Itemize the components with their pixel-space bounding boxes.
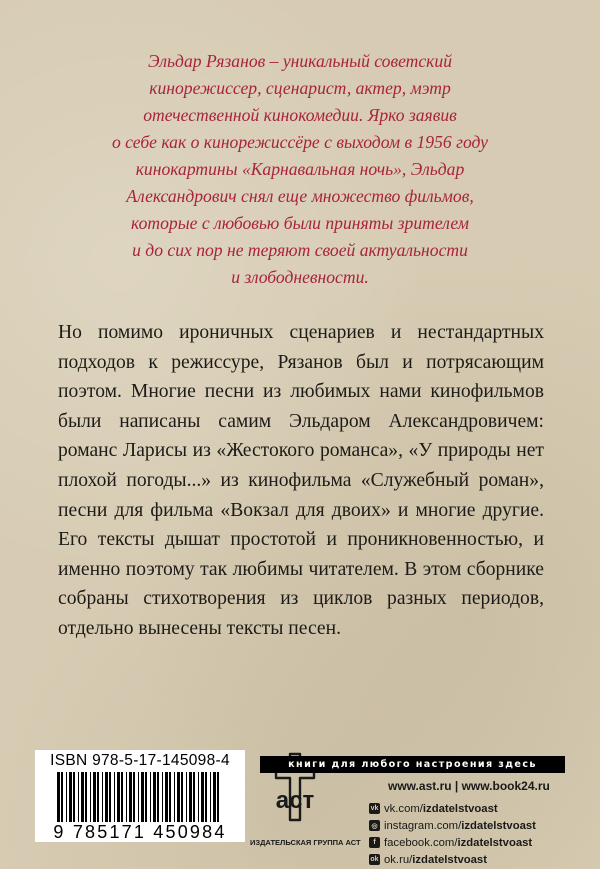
- barcode-bar: [189, 772, 192, 822]
- barcode-bar: [57, 772, 60, 822]
- instagram-icon: ◎: [369, 820, 380, 831]
- annotation-line: отечественной кинокомедии. Ярко заявив: [143, 105, 457, 125]
- barcode-bar: [133, 772, 135, 822]
- barcode-bar: [198, 772, 199, 822]
- annotation-line: и злободневности.: [231, 267, 369, 287]
- annotation-line: Александрович снял еще множество фильмов,: [126, 186, 474, 206]
- website-links[interactable]: www.ast.ru | www.book24.ru: [388, 779, 550, 793]
- barcode-bar: [186, 772, 187, 822]
- barcode-bar: [121, 772, 123, 822]
- barcode-bar: [129, 772, 132, 822]
- barcode-bar: [169, 772, 171, 822]
- annotation-line: кинорежиссер, сценарист, актер, мэтр: [149, 78, 451, 98]
- barcode-bar: [153, 772, 156, 822]
- barcode-bar: [213, 772, 216, 822]
- social-handle: izdatelstvoast: [412, 853, 487, 866]
- barcode-bar: [81, 772, 84, 822]
- social-link-instagram[interactable]: [369, 817, 536, 834]
- barcode-bar: [174, 772, 175, 822]
- barcode-bar: [126, 772, 127, 822]
- barcode-bar: [102, 772, 103, 822]
- barcode-bar: [201, 772, 204, 822]
- barcode-bar: [138, 772, 139, 822]
- barcode-bar: [177, 772, 180, 822]
- barcode-digits: 9 785171 450984: [53, 822, 227, 842]
- annotation-line: о себе как о кинорежиссёре с выходом в 1956 году: [111, 132, 488, 152]
- barcode-bar: [145, 772, 147, 822]
- barcode-bar: [210, 772, 211, 822]
- barcode-bar: [165, 772, 168, 822]
- barcode-bar: [157, 772, 159, 822]
- social-handle: izdatelstvoast: [457, 836, 533, 849]
- barcode-bars: [57, 772, 223, 822]
- barcode-bar: [93, 772, 96, 822]
- barcode-bar: [69, 772, 72, 822]
- barcode-bar: [109, 772, 111, 822]
- annotation-line: кинокартины «Карнавальная ночь», Эльдар: [135, 159, 465, 179]
- social-link-odnoklassniki[interactable]: [369, 851, 536, 868]
- barcode-bar: [78, 772, 79, 822]
- barcode-bar: [162, 772, 163, 822]
- barcode-bar: [217, 772, 219, 822]
- barcode-bar: [66, 772, 67, 822]
- tagline: книги для любого настроения здесь: [260, 756, 565, 773]
- ast-logo-text: аст: [275, 787, 315, 814]
- description: [58, 318, 544, 644]
- annotation-line: Эльдар Рязанов – уникальный советский: [147, 51, 453, 71]
- isbn-label: ISBN 978-5-17-145098-4: [50, 752, 230, 769]
- vk-icon: vk: [370, 805, 379, 812]
- social-link-facebook[interactable]: [369, 834, 536, 851]
- facebook-icon: f: [369, 837, 380, 848]
- barcode-bar: [150, 772, 151, 822]
- publisher-caption: ИЗДАТЕЛЬСКАЯ ГРУППА АСТ: [250, 838, 361, 847]
- barcode: [35, 750, 245, 842]
- social-prefix: ok.ru/: [384, 853, 413, 866]
- barcode-bar: [105, 772, 108, 822]
- barcode-bar: [181, 772, 183, 822]
- social-prefix: vk.com/: [384, 802, 423, 815]
- barcode-bar: [90, 772, 91, 822]
- barcode-bar: [85, 772, 87, 822]
- barcode-bar: [205, 772, 207, 822]
- barcode-bar: [97, 772, 99, 822]
- social-handle: izdatelstvoast: [422, 802, 498, 815]
- social-prefix: instagram.com/: [384, 819, 462, 832]
- social-handle: izdatelstvoast: [461, 819, 536, 832]
- annotation: [72, 48, 528, 291]
- social-prefix: facebook.com/: [384, 836, 458, 849]
- social-link-vk[interactable]: [369, 800, 536, 817]
- barcode-bar: [117, 772, 120, 822]
- barcode-bar: [73, 772, 75, 822]
- annotation-line: и до сих пор не теряют своей актуальности: [132, 240, 468, 260]
- barcode-bar: [114, 772, 115, 822]
- description-paragraph: Но помимо ироничных сценариев и нестандартных подходов к режиссуре, Рязанов был и потрясающим поэтом. Многие песни из любимых нами кинофильмов были написаны самим Эльдаром Александровичем: романс Ларисы из «Жестокого романса», «У природы нет плохой погоды...» из кинофильма «Служебный роман», песни для фильма «Вокзал для двоих» и многие другие. Его тексты дышат простотой и проникновенностью, и именно поэтому так любимы читателем. В этом сборнике собраны стихотворения из циклов разных периодов, отдельно вынесены тексты песен.: [58, 322, 544, 639]
- barcode-bar: [61, 772, 63, 822]
- annotation-line: которые с любовью были приняты зрителем: [131, 213, 469, 233]
- barcode-bar: [141, 772, 144, 822]
- odnoklassniki-icon: ok: [370, 856, 379, 863]
- social-links: [369, 800, 536, 868]
- barcode-bar: [193, 772, 195, 822]
